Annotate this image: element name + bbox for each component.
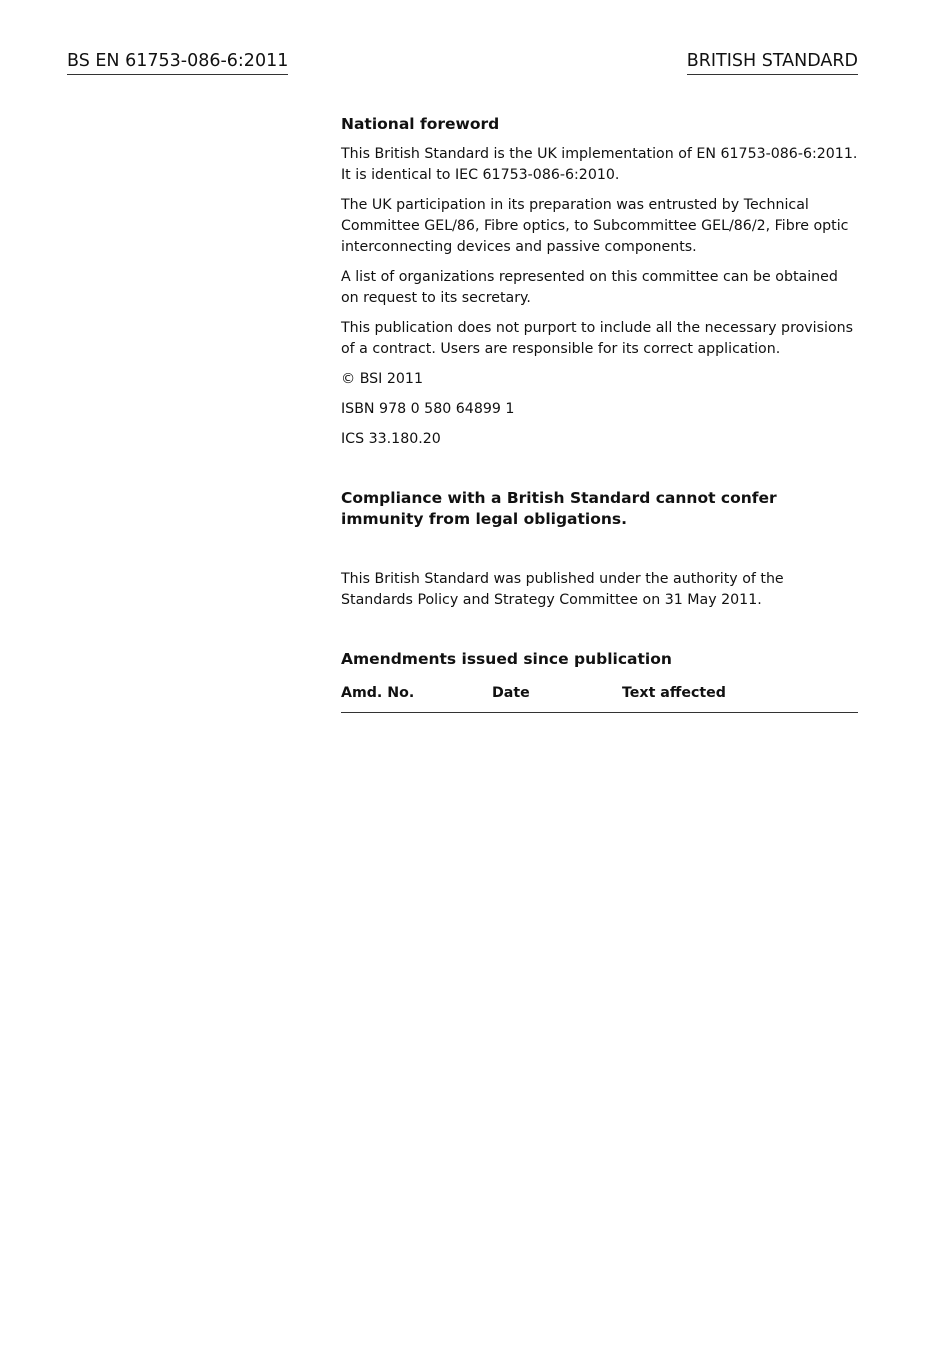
foreword-paragraph: This publication does not purport to include all the necessary provisions of a contract. Users are responsible for its correct application.: [341, 320, 854, 357]
isbn-line: ISBN 978 0 580 64899 1: [341, 401, 515, 417]
column-header-amd-no: Amd. No.: [341, 685, 415, 701]
column-header-text-affected: Text affected: [622, 685, 726, 701]
foreword-paragraph: This British Standard is the UK implementation of EN 61753-086-6:2011. It is identical to IEC 61753-086-6:2010.: [341, 146, 858, 183]
authority-statement: This British Standard was published under the authority of the Standards Policy and Strategy Committee on 31 May 2011.: [341, 571, 784, 608]
foreword-paragraph: A list of organizations represented on this committee can be obtained on request to its secretary.: [341, 269, 838, 306]
document-number-header: BS EN 61753-086-6:2011: [67, 50, 288, 75]
foreword-paragraph: The UK participation in its preparation was entrusted by Technical Committee GEL/86, Fibre optics, to Subcommittee GEL/86/2, Fibre optic interconnecting devices and passive components.: [341, 197, 849, 255]
compliance-statement: Compliance with a British Standard cannot confer immunity from legal obligations.: [341, 489, 777, 528]
column-header-date: Date: [492, 685, 530, 701]
amendments-title: Amendments issued since publication: [341, 650, 672, 668]
amendments-table-header: [341, 683, 858, 713]
foreword-title: National foreword: [341, 115, 500, 133]
foreword-section: [341, 114, 858, 713]
copyright-line: © BSI 2011: [341, 371, 423, 387]
ics-line: ICS 33.180.20: [341, 431, 441, 447]
standard-type-header: BRITISH STANDARD: [687, 50, 858, 75]
